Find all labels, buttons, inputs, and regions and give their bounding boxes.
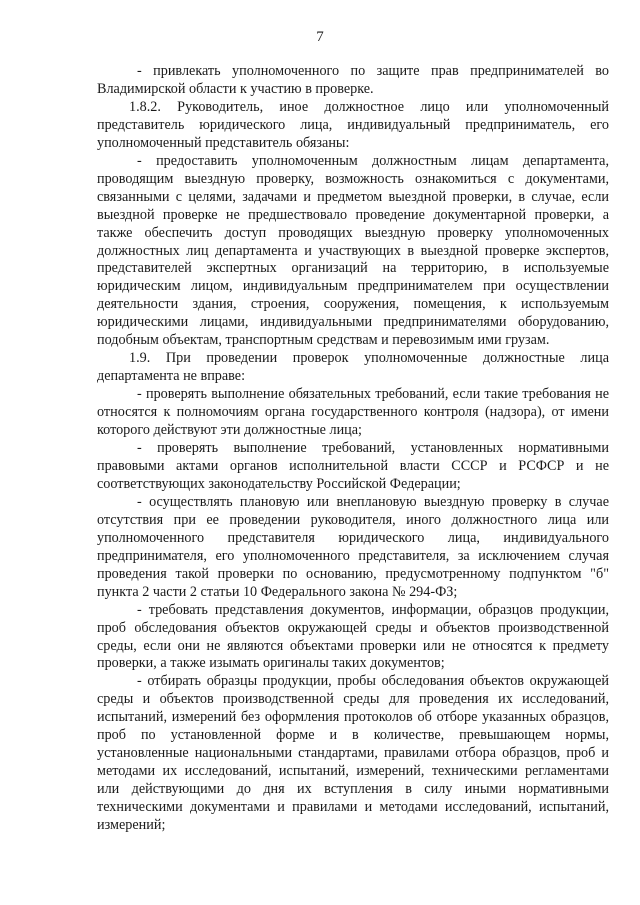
paragraph-1-9: 1.9. При проведении проверок уполномоченные должностные лица департамента не вправе:: [97, 350, 609, 385]
page-number: 7: [316, 29, 324, 45]
document-body: [97, 63, 609, 835]
paragraph-mandatory-requirements: - проверять выполнение обязательных требований, если такие требования не относятся к полномочиям органа государственного контроля (надзора), от имени которого действуют эти должностные лица;: [97, 386, 609, 439]
paragraph-take-samples: - отбирать образцы продукции, пробы обследования объектов окружающей среды и объектов производственной среды для проведения их исследований, испытаний, измерений без оформления протоколов об отборе указанных образцов, проб по установленной форме и в количестве, превышающем нормы, установленные национальными стандартами, правилами отбора образцов, проб и методами их исследований, испытаний, измерений, техническими регламентами или действующими до дня их вступления в силу иными нормативными техническими документами и правилами и методами исследований, испытаний, измерений;: [97, 673, 609, 834]
paragraph-require-documents: - требовать представления документов, информации, образцов продукции, проб обследования объектов окружающей среды и объектов производственной среды, если они не являются объектами проверки или не относятся к предмету проверки, а также изымать оригиналы таких документов;: [97, 601, 609, 672]
paragraph-onsite-inspection: - осуществлять плановую или внеплановую выездную проверку в случае отсутствия при ее проведении руководителя, иного должностного лица или уполномоченного представителя юридического лица, индивидуального предпринимателя, его уполномоченного представителя, за исключением случая проведения такой проверки по основанию, предусмотренному подпунктом "б" пункта 2 части 2 статьи 10 Федерального закона № 294-ФЗ;: [97, 493, 609, 600]
paragraph-ombudsman: - привлекать уполномоченного по защите прав предпринимателей во Владимирской области к участию в проверке.: [97, 63, 609, 97]
paragraph-1-8-2: 1.8.2. Руководитель, иное должностное лицо или уполномоченный представитель юридического лица, индивидуальный предприниматель, его уполномоченный представитель обязаны:: [97, 98, 609, 151]
paragraph-provide-access: - предоставить уполномоченным должностным лицам департамента, проводящим выездную проверку, возможность ознакомиться с документами, связанными с целями, задачами и предметом выездной проверки, в случае, если выездной проверке не предшествовало проведение документарной проверки, а также обеспечить доступ проводящих выездную проверку уполномоченных должностных лиц департамента и участвующих в выездной проверке экспертов, представителей экспертных организаций на территорию, в используемые юридическим лицом, индивидуальным предпринимателем при осуществлении деятельности здания, строения, сооружения, помещения, к используемым юридическими лицами, индивидуальными предпринимателями оборудованию, подобным объектам, транспортным средствам и перевозимым ими грузам.: [97, 152, 609, 349]
paragraph-ussr-acts: - проверять выполнение требований, установленных нормативными правовыми актами органов исполнительной власти СССР и РСФСР и не соответствующих законодательству Российской Федерации;: [97, 440, 609, 492]
